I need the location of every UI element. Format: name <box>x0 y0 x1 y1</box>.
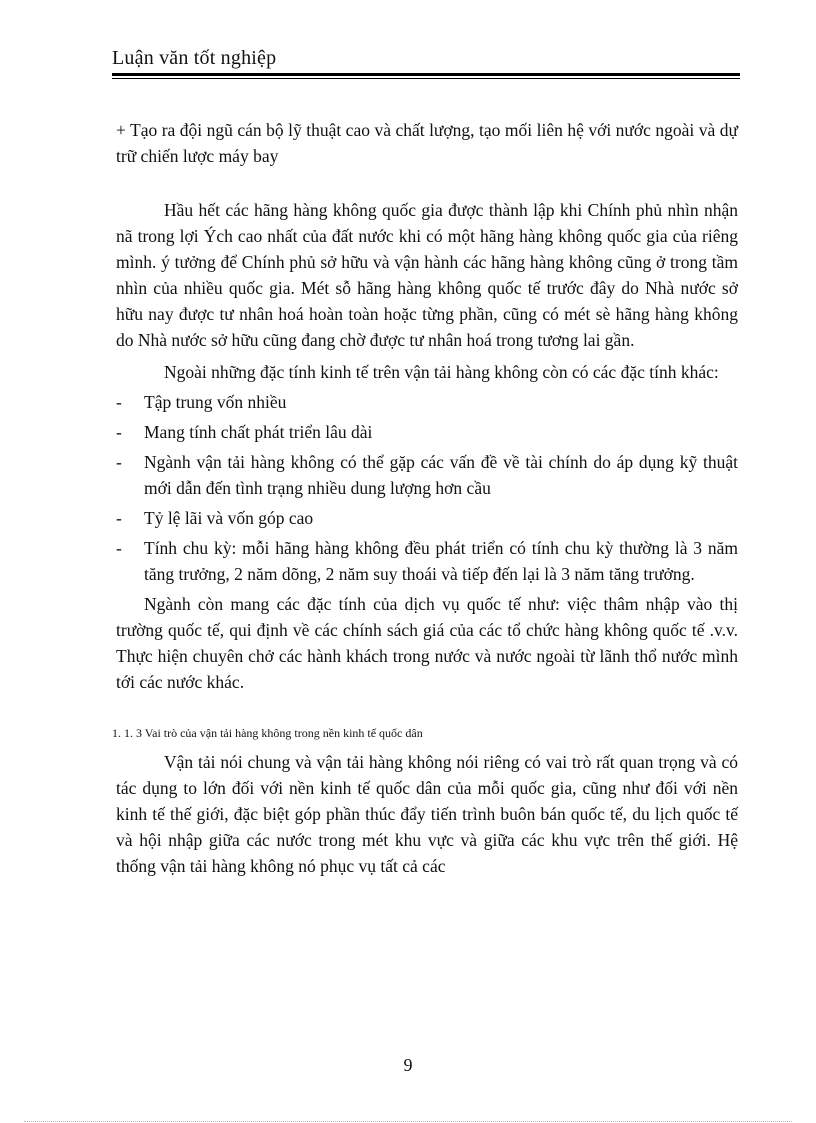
list-item <box>116 449 738 501</box>
document-body <box>112 117 738 879</box>
header-rule-thick <box>112 73 740 76</box>
list-item-text: Tỷ lệ lãi và vốn góp cao <box>144 508 314 528</box>
list-marker: - <box>116 452 122 472</box>
list-item <box>116 505 738 531</box>
page-number: 9 <box>403 1055 413 1075</box>
intro-paragraph: + Tạo ra đội ngũ cán bộ lỹ thuật cao và chất lượng, tạo mối liên hệ với nước ngoài và dự trữ chiến lược máy bay <box>116 120 738 166</box>
list-marker: - <box>116 422 122 442</box>
page-bottom-border <box>24 1121 792 1122</box>
list-item <box>116 535 738 587</box>
header-rule-thin <box>112 78 740 79</box>
feature-list <box>116 389 738 587</box>
list-marker: - <box>116 508 122 528</box>
list-item <box>116 389 738 415</box>
section-heading: 1. 1. 3 Vai trò của vận tải hàng không trong nền kinh tế quốc dân <box>112 726 423 740</box>
list-item-text: Tính chu kỳ: mỗi hãng hàng không đều phát triển có tính chu kỳ thường là 3 năm tăng trưởng, 2 năm dõng, 2 năm suy thoái và tiếp đến lại là 3 năm tăng trưởng. <box>144 538 738 584</box>
page-header <box>112 47 742 70</box>
body-paragraph: Ngoài những đặc tính kinh tế trên vận tải hàng không còn có các đặc tính khác: <box>164 362 719 382</box>
section-paragraph: Vận tải nói chung và vận tải hàng không nói riêng có vai trò rất quan trọng và có tác dụng to lớn đối với nền kinh tế quốc dân của mỗi quốc gia, cũng như đối với nền kinh tế thế giới, đặc biệt góp phần thúc đẩy tiến trình buôn bán quốc tế, du lịch quốc tế và hội nhập giữa các nước trong mét khu vực và giữa các khu vực trên thế giới. Hệ thống vận tải hàng không nó phục vụ tất cả các <box>116 752 738 876</box>
header-title: Luận văn tốt nghiệp <box>112 47 277 69</box>
body-paragraph: Hầu hết các hãng hàng không quốc gia được thành lập khi Chính phủ nhìn nhận nã trong lợi Ých cao nhất của đất nước khi có một hãng hàng không quốc gia của riêng mình. ý tưởng để Chính phủ sở hữu và vận hành các hãng hàng không cũng ở trong tầm nhìn của nhiều quốc gia. Mét sỗ hãng hàng không quốc tế trước đây do Nhà nước sở hữu nay được tư nhân hoá hoàn toàn hoặc từng phần, cũng có mét sè hãng hàng không do Nhà nước sở hữu cũng đang chờ được tư nhân hoá trong tương lai gần. <box>116 200 738 350</box>
list-marker: - <box>116 392 122 412</box>
list-item <box>116 419 738 445</box>
body-paragraph: Ngành còn mang các đặc tính của dịch vụ quốc tế như: việc thâm nhập vào thị trường quốc tế, qui định về các chính sách giá của các tổ chức hàng không quốc tế .v.v. Thực hiện chuyên chở các hành khách trong nước và nước ngoài từ lãnh thổ nước mình tới các nước khác. <box>116 594 738 692</box>
list-item-text: Ngành vận tải hàng không có thể gặp các vấn đề về tài chính do áp dụng kỹ thuật mới dẫn đến tình trạng nhiều dung lượng hơn cầu <box>144 452 738 498</box>
list-marker: - <box>116 538 122 558</box>
list-item-text: Mang tính chất phát triển lâu dài <box>144 422 373 442</box>
list-item-text: Tập trung vốn nhiều <box>144 392 287 412</box>
